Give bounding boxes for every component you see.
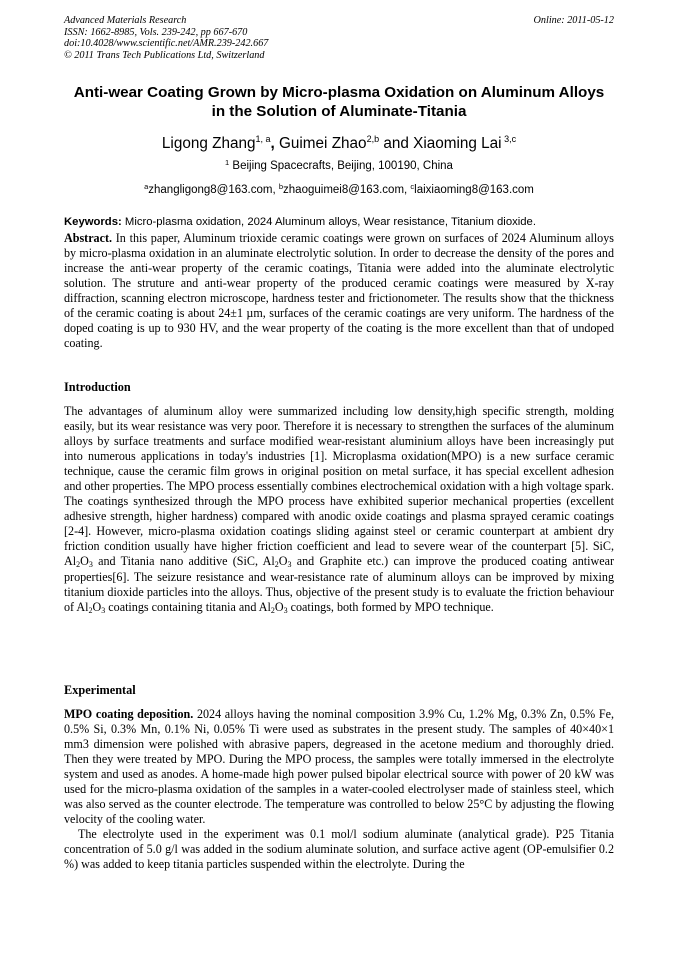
author-list	[40, 129, 638, 154]
email-mark: a	[144, 182, 149, 191]
experimental-body	[64, 707, 614, 873]
affiliation-text: Beijing Spacecrafts, Beijing, 100190, China	[229, 160, 453, 172]
author-affil-mark: 2,b	[366, 134, 380, 144]
paragraph: MPO coating deposition. 2024 alloys having the nominal composition 3.9% Cu, 1.2% Mg, 0.3% Zn, 0.5% Fe, 0.5% Si, 0.3% Mn, 0.1% Ni, 0.05% Ti were used as substrates in the present study. The samples of 40×40×1 mm3 dimension were polished with abrasive papers, degreased in the acetone medium and thoroughly dried. Then they were treated by MPO. During the MPO process, the samples were totally immersed in the electrolyte system and used as anodes. A home-made high power pulsed bipolar electrical source with power of 20 kW was used for the micro-plasma oxidation of the samples in a water-cooled electrolyser made of stainless steel, which was also served as the counter electrode. The temperature was controlled to below 25°C by adjusting the flowing velocity of the cooling water.	[64, 707, 615, 827]
author-name: Ligong Zhang	[161, 135, 256, 152]
author-name: Guimei Zhao	[279, 135, 367, 152]
online-date: Online: 2011-05-12	[533, 15, 614, 26]
introduction-body	[64, 404, 614, 615]
affiliation-mark: 1	[225, 158, 230, 167]
affiliation	[40, 156, 638, 173]
email-link[interactable]: zhangligong8@163.com,	[148, 184, 279, 196]
author-affil-mark: 3,c	[501, 134, 517, 144]
keywords-label: Keywords:	[64, 216, 122, 228]
subsection-label: MPO coating deposition.	[64, 707, 194, 721]
email-link[interactable]: laixiaoming8@163.com	[414, 184, 534, 196]
abstract-text: In this paper, Aluminum trioxide ceramic coatings were grown on surfaces of 2024 Aluminum alloys by micro-plasma oxidation in an aluminate electrolytic solution. In order to decrease the density of the pores and increase the anti-wear property of the ceramic coatings, Titania were added into the aluminate electrolytic solution. The struture and anti-wear property of the produced ceramic coatings were measured by X-ray diffraction, scanning electron microscope, hardness tester and frictionometer. The results show that the thickness of the ceramic coating is about 24±1 µm, surfaces of the ceramic coatings are very uniform. The hardness of the doped coating is up to 930 HV, and the wear property of the coating is the more excellent than that of undoped coating.	[64, 231, 614, 351]
author-name: Xiaoming Lai	[413, 135, 502, 152]
author-affil-mark: 1, a	[255, 134, 271, 144]
author-separator: and	[379, 135, 414, 152]
paragraph: The electrolyte used in the experiment was 0.1 mol/l sodium aluminate (analytical grade). P25 Titania concentration of 5.0 g/l was added in the sodium aluminate solution, and surface active agent (OP-emulsifier 0.2 %) was added to keep titania particles suspended within the electrolyte. During the	[64, 827, 614, 872]
keywords-text: Micro-plasma oxidation, 2024 Aluminum alloys, Wear resistance, Titanium dioxide.	[121, 216, 536, 228]
copyright: © 2011 Trans Tech Publications Ltd, Switzerland	[64, 49, 265, 61]
journal-name: Advanced Materials Research	[64, 15, 187, 26]
keywords	[64, 215, 614, 230]
section-heading-introduction: Introduction	[64, 380, 131, 394]
section-heading-experimental: Experimental	[64, 683, 136, 697]
author-separator: ,	[270, 135, 279, 152]
email-link[interactable]: zhaoguimei8@163.com,	[283, 184, 411, 196]
abstract-label: Abstract.	[64, 231, 113, 245]
author-emails	[40, 180, 638, 197]
doi[interactable]: doi:10.4028/www.scientific.net/AMR.239-242.667	[64, 38, 269, 49]
email-mark: b	[278, 182, 284, 191]
paragraph: The advantages of aluminum alloy were summarized including low density,high specific strength, molding easily, but its wear resistance was very poor. Therefore it is necessary to strengthen the surfaces of the aluminum alloys by surface treatments and surface modified wear-resistant aluminium alloys have been increasingly put into numerous applications in today's industries [1]. Microplasma oxidation(MPO) is a new surface ceramic technique, cause the ceramic film grows in original position on metal surface, it has special excellent adhesion and other properties. The MPO process essentially combines electrochemical oxidation with a high voltage spark. The coatings synthesized through the MPO process have exhibited superior mechanical properties (excellent adhesive strength, higher hardness) compared with anodic oxide coatings and plasma sprayed ceramic coatings [2-4]. However, micro-plasma oxidation coatings sliding against steel or ceramic counterpart at ambient dry friction condition usually have higher friction coefficient and lead to severe wear of the counterpart [5]. SiC, $Al_2O_3$ and Titania nano additive (SiC, $Al_2O_3$ and Graphite etc.) can improve the produced coating antiwear properties[6]. The seizure resistance and wear-resistance rate of aluminum alloys can be improved by mixing titanium dioxide particles into the alloys. Thus, objective of the present study is to evaluate the friction behaviour of $Al_2O_3$ coatings containing titania and $Al_2O_3$ coatings, both formed by MPO technique.	[64, 404, 614, 615]
abstract	[64, 231, 614, 351]
issn: ISSN: 1662-8985, Vols. 239-242, pp 667-670	[64, 26, 248, 38]
email-mark: c	[410, 182, 415, 191]
paper-title: Anti-wear Coating Grown by Micro-plasma Oxidation on Aluminum Alloys in the Solution of Aluminate-Titania	[73, 84, 605, 120]
journal-meta	[64, 15, 268, 61]
